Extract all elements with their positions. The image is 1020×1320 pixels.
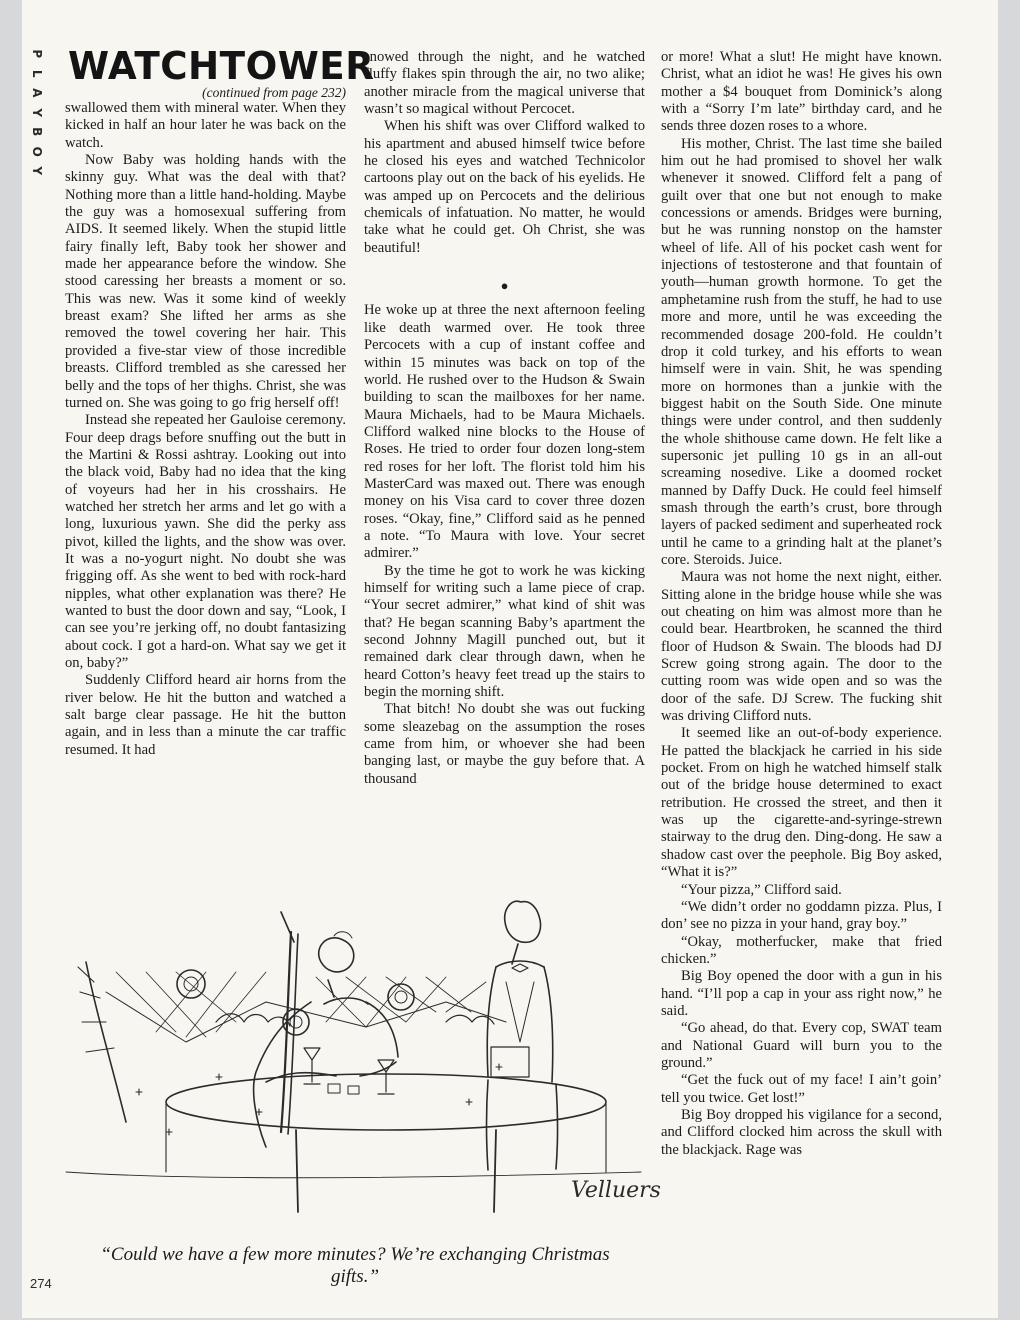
magazine-name-letter: A <box>29 88 44 98</box>
magazine-name-letter: Y <box>29 107 44 117</box>
continued-note: (continued from page 232) <box>202 85 346 100</box>
magazine-name-letter: L <box>29 69 44 78</box>
artist-signature: Velluers <box>571 1178 661 1203</box>
magazine-name-letter: Y <box>29 166 44 176</box>
text-column-2 <box>364 49 645 849</box>
paragraph: When his shift was over Clifford walked to his apartment and abused himself twice before he closed his eyes and watched Technicolor cartoons play out on the back of his eyelids. He was amped up on Percocets and the delirious chemicals of infatuation. No matter, he would take what he could get. Oh Christ, she was beautiful! <box>364 118 645 256</box>
paragraph: Now Baby was holding hands with the skinny guy. What was the deal with that? Nothing more than a little hand-holding. Maybe the guy was a homosexual suffering from AIDS. It seemed likely. When the stupid little fairy finally left, Baby took her shower and made her appearance before the window. She stood caressing her breasts a moment or so. This was new. Was it some kind of weekly breast exam? She lifted her arms as she removed the towel covering her hair. This provided a five-star view of those incredible breasts. Clifford trembled as she caressed her belly and the tops of her thighs. Christ, she was turned on. She was going to go frig herself off! <box>65 152 346 411</box>
paragraph: It seemed like an out-of-body experience. He patted the blackjack he carried in his side pocket. From on high he watched himself stalk out of the bridge house determined to exact retribution. He crossed the street, and then it was up the cigarette-and-syringe-strewn stairway to the drug den. Ding-dong. He saw a shadow cast over the peephole. Big Boy asked, “What it is?” <box>661 725 942 881</box>
cartoon-caption: “Could we have a few more minutes? We’re exchanging Christmas gifts.” <box>100 1244 610 1287</box>
text-column-1 <box>65 100 346 846</box>
page-number: 274 <box>30 1276 52 1291</box>
paragraph: “We didn’t order no goddamn pizza. Plus, I don’ see no pizza in your hand, gray boy.” <box>661 898 942 933</box>
department-title: WATCHTOWER <box>68 44 375 88</box>
paragraph: Big Boy opened the door with a gun in his hand. “I’ll pop a cap in your ass right now,” he said. <box>661 968 942 1019</box>
magazine-name-letter: P <box>29 49 44 59</box>
paragraph: Maura was not home the next night, either. Sitting alone in the bridge house while she was out cheating on him was almost more than he could bear. Heartbroken, he scanned the third floor of Hudson & Swain. The bloods had DJ Screw going strong again. The door to the cutting room was wide open and so was the door of the safe. DJ Screw. The fucking shit was driving Clifford nuts. <box>661 569 942 725</box>
paragraph: “Go ahead, do that. Every cop, SWAT team and National Guard will burn you to the ground.” <box>661 1020 942 1071</box>
paragraph: “Okay, motherfucker, make that fried chicken.” <box>661 933 942 967</box>
magazine-name-letter: O <box>29 146 44 157</box>
paragraph: Big Boy dropped his vigilance for a second, and Clifford clocked him across the skull with the blackjack. Rage was <box>661 1106 942 1158</box>
cartoon-illustration <box>66 872 661 1232</box>
paragraph: swallowed them with mineral water. When they kicked in half an hour later he was back on the watch. <box>65 100 346 151</box>
paragraph: snowed through the night, and he watched fluffy flakes spin through the air, no two alike; another miracle from the magical universe that wasn’t so magical without Percocet. <box>364 49 645 118</box>
paragraph: That bitch! No doubt she was out fucking some sleazebag on the assumption the roses came from him, or whoever she had been banging last, or maybe the guy before that. A thousand <box>364 701 645 787</box>
section-break-bullet: ● <box>500 278 509 294</box>
paragraph: Instead she repeated her Gauloise ceremony. Four deep drags before snuffing out the butt in the Martini & Rossi ashtray. Looking out into the black void, Baby had no idea that the king of voyeurs had her in his crosshairs. He watched her stretch her arms and let go with a long, luxurious yawn. She did the perky ass pivot, killed the lights, and the show was over. It was a no-yogurt night. No doubt she was frigging off. As she went to bed with rock-hard nipples, what other explanation was there? He wanted to bust the door down and say, “Look, I can see you’re jerking off, no doubt fantasizing about cock. I got a hard-on. What say we get it on, baby?” <box>65 412 346 671</box>
paragraph: His mother, Christ. The last time she bailed him out he had promised to shovel her walk whenever it snowed. Clifford felt a pang of guilt over that one but not enough to make concessions or amends. Bridges were burning, but he was running nonstop on the hamster wheel of life. All of his pocket cash went for injections of testosterone and that fountain of youth—human growth hormone. To get the amphetamine rush from the stuff, he had to use more and more, until he was exceeding the recommended dosage 200-fold. He couldn’t drop it cold turkey, and his efforts to wean himself were in vain. Shit, he was spending more on hormones than a junkie with the biggest habit on the South Side. One minute things were under control, and then suddenly the whole shithouse came down. He felt like a supersonic jet pulling 10 gs in an all-out screaming nosedive. Like a doomed rocket manned by Daffy Duck. He could feel himself smash through the earth’s crust, bore through layers of packed sediment and superheated rock until he came to a grinding halt at the planet’s core. Steroids. Juice. <box>661 135 942 568</box>
paragraph: “Your pizza,” Clifford said. <box>681 881 842 898</box>
paragraph: He woke up at three the next afternoon feeling like death warmed over. He took three Percocets with a cup of instant coffee and within 15 minutes was back on top of the world. He rushed over to the Hudson & Swain building to scan the mailboxes for her name. Maura Michaels, had to be Maura Michaels. Clifford walked nine blocks to the House of Roses. He tried to order four dozen long-stem red roses for her loft. The florist told him his MasterCard was maxed out. There was enough money on his Visa card to cover three dozen roses. “Okay, fine,” Clifford said as he penned a note. “To Maura with love. Your secret admirer.” <box>364 302 645 562</box>
paragraph: Suddenly Clifford heard air horns from the river below. He hit the button and watched a salt barge clear passage. He hit the button again, and in less than a minute the car traffic resumed. It had <box>65 672 346 758</box>
magazine-name-letter: B <box>29 127 44 137</box>
text-column-3 <box>661 49 942 1293</box>
paragraph: or more! What a slut! He might have known. Christ, what an idiot he was! He gives his own mother a $4 bouquet from Dominick’s along with a “Sorry I’m late” birthday card, and he sends three dozen roses to a whore. <box>661 49 942 135</box>
magazine-name-vertical <box>28 44 44 181</box>
paragraph: “Get the fuck out of my face! I ain’t goin’ tell you twice. Get lost!” <box>661 1072 942 1106</box>
paragraph: By the time he got to work he was kicking himself for writing such a lame piece of crap. “Your secret admirer,” what kind of shit was that? He began scanning Baby’s apartment the second Johnny Magill punched out, but it remained dark clear through dawn, when he heard Cotton’s heavy feet tread up the stairs to begin the morning shift. <box>364 562 645 701</box>
